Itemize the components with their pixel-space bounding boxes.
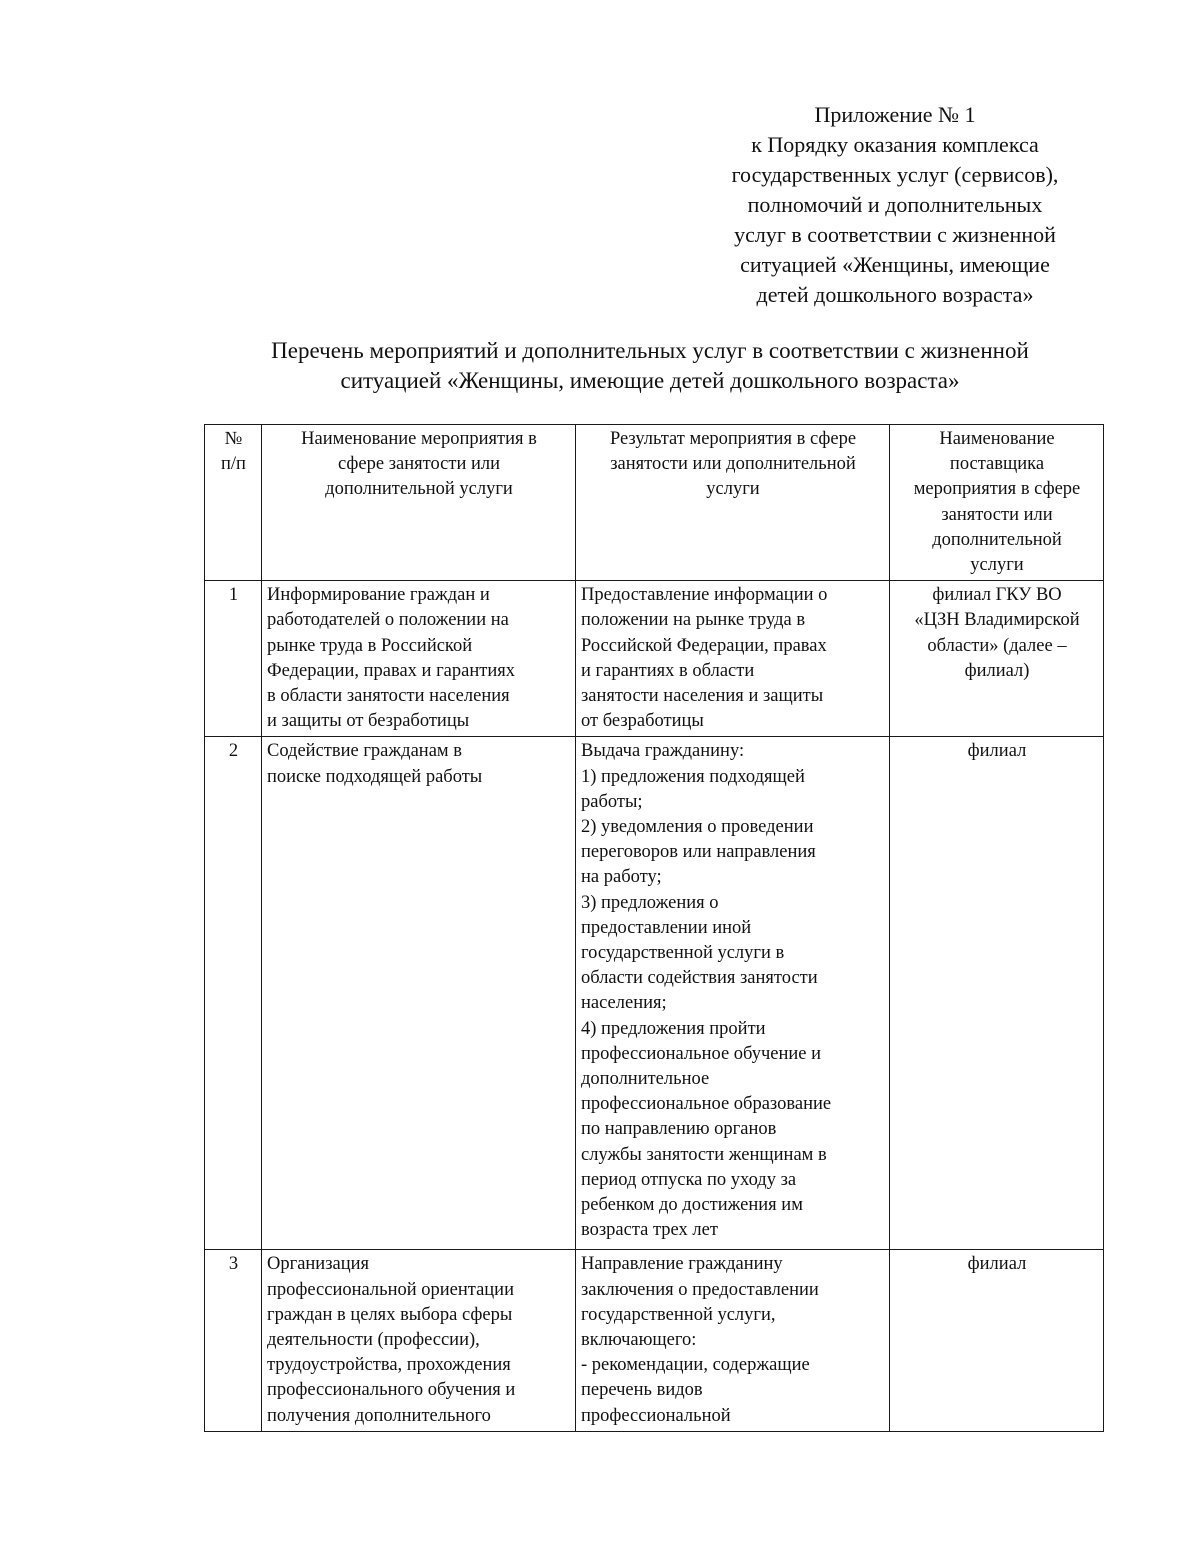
cell-line: включающего: [581, 1330, 697, 1351]
header-name-line: Наименование мероприятия в [301, 429, 537, 449]
header-name [262, 425, 576, 581]
header-num-line: № [224, 429, 243, 449]
header-result-line: занятости или дополнительной [610, 454, 856, 475]
header-result [576, 425, 890, 581]
cell-line: Российской Федерации, правах [581, 635, 827, 656]
cell-line: возраста трех лет [581, 1220, 718, 1241]
row-provider [890, 1250, 1104, 1431]
header-result-line: услуги [706, 479, 760, 500]
cell-line: государственной услуги, [581, 1304, 776, 1325]
cell-line: дополнительное [581, 1069, 710, 1090]
cell-line: филиал ГКУ ВО [932, 585, 1062, 606]
cell-line: заключения о предоставлении [581, 1279, 819, 1300]
title-line: Перечень мероприятий и дополнительных услуг в соответствии с жизненной [271, 338, 1029, 363]
cell-line: трудоустройства, прохождения [267, 1355, 511, 1376]
cell-line: и гарантиях в области [581, 660, 755, 681]
cell-line: государственной услуги в [581, 943, 785, 964]
cell-line: 1) предложения подходящей [581, 766, 805, 787]
cell-line: получения дополнительного [267, 1405, 491, 1426]
cell-line: переговоров или направления [581, 842, 816, 863]
document-title [150, 336, 1150, 396]
cell-line: работы; [581, 791, 643, 812]
cell-line: Направление гражданину [581, 1254, 783, 1275]
cell-line: филиал [967, 1254, 1027, 1275]
row-provider [890, 737, 1104, 1250]
appendix-line: к Порядку оказания комплекса [751, 132, 1039, 157]
appendix-line: государственных услуг (сервисов), [731, 162, 1059, 187]
table-row [205, 737, 1104, 1250]
cell-line: ребенком до достижения им [581, 1195, 803, 1216]
header-provider-line: услуги [970, 555, 1024, 576]
cell-line: в области занятости населения [267, 686, 510, 707]
table-row [205, 581, 1104, 737]
row-name [262, 737, 576, 1250]
cell-line: 2) уведомления о проведении [581, 817, 814, 838]
table-header-row [205, 425, 1104, 581]
row-number: 3 [205, 1250, 262, 1431]
row-name [262, 581, 576, 737]
cell-line: «ЦЗН Владимирской [914, 610, 1080, 631]
header-result-line: Результат мероприятия в сфере [609, 429, 857, 449]
header-name-line: сфере занятости или [337, 454, 501, 475]
appendix-header [690, 100, 1100, 310]
appendix-line: Приложение № 1 [814, 102, 976, 127]
header-num-line: п/п [221, 454, 246, 475]
cell-line: период отпуска по уходу за [581, 1169, 797, 1190]
cell-line: профессионального обучения и [267, 1380, 516, 1401]
cell-line: деятельности (профессии), [267, 1330, 480, 1351]
cell-line: поиске подходящей работы [267, 766, 483, 787]
table-row [205, 1250, 1104, 1431]
cell-line: 3) предложения о [581, 892, 719, 913]
cell-line: граждан в целях выбора сферы [267, 1304, 513, 1325]
appendix-line: детей дошкольного возраста» [756, 282, 1034, 307]
cell-line: филиал) [964, 660, 1030, 681]
cell-line: рынке труда в Российской [267, 635, 473, 656]
header-name-line: дополнительной услуги [325, 479, 513, 500]
cell-line: профессиональной [581, 1405, 731, 1426]
cell-line: от безработицы [581, 711, 704, 732]
cell-line: филиал [967, 741, 1027, 762]
cell-line: Выдача гражданину: [581, 741, 745, 762]
cell-line: Организация [267, 1254, 370, 1275]
row-result [576, 1250, 890, 1431]
cell-line: Информирование граждан и [267, 585, 490, 606]
cell-line: предоставлении иной [581, 917, 752, 938]
cell-line: Федерации, правах и гарантиях [267, 660, 515, 681]
cell-line: службы занятости женщинам в [581, 1144, 827, 1165]
cell-line: 4) предложения пройти [581, 1018, 766, 1039]
row-number: 1 [205, 581, 262, 737]
header-provider-line: мероприятия в сфере [913, 479, 1081, 500]
row-name [262, 1250, 576, 1431]
cell-line: населения; [581, 993, 667, 1014]
row-result [576, 737, 890, 1250]
cell-line: перечень видов [581, 1380, 703, 1401]
cell-line: профессиональное обучение и [581, 1043, 822, 1064]
cell-line: и защиты от безработицы [267, 711, 470, 732]
header-provider-line: занятости или [941, 504, 1053, 525]
cell-line: по направлению органов [581, 1119, 777, 1140]
cell-line: работодателей о положении на [267, 610, 509, 631]
appendix-line: полномочий и дополнительных [747, 192, 1043, 217]
cell-line: Предоставление информации о [581, 585, 828, 606]
cell-line: занятости населения и защиты [581, 686, 824, 707]
cell-line: Содействие гражданам в [267, 741, 462, 762]
cell-line: области содействия занятости [581, 968, 818, 989]
cell-line: профессиональное образование [581, 1094, 832, 1115]
header-provider-line: Наименование [939, 429, 1055, 449]
row-result [576, 581, 890, 737]
title-line: ситуацией «Женщины, имеющие детей дошкольного возраста» [340, 368, 960, 393]
cell-line: профессиональной ориентации [267, 1279, 514, 1300]
header-provider [890, 425, 1104, 581]
row-provider [890, 581, 1104, 737]
cell-line: на работу; [581, 867, 662, 888]
cell-line: положении на рынке труда в [581, 610, 806, 631]
measures-table [204, 424, 1104, 1432]
cell-line: области» (далее – [927, 635, 1067, 656]
header-num [205, 425, 262, 581]
appendix-line: услуг в соответствии с жизненной [734, 222, 1056, 247]
row-number: 2 [205, 737, 262, 1250]
header-provider-line: поставщика [949, 454, 1045, 475]
appendix-line: ситуацией «Женщины, имеющие [740, 252, 1050, 277]
header-provider-line: дополнительной [932, 529, 1062, 550]
cell-line: - рекомендации, содержащие [581, 1355, 810, 1376]
